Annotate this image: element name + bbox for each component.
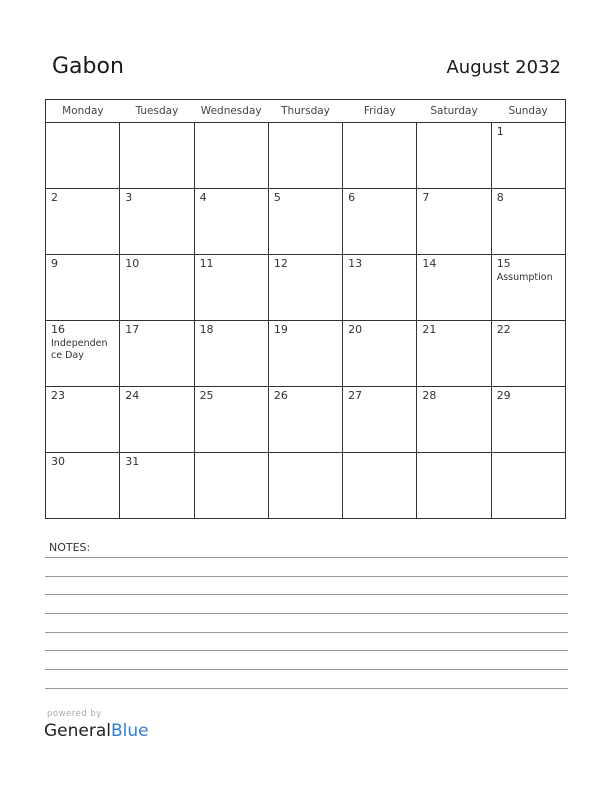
day-cell <box>491 189 565 255</box>
day-cell <box>343 453 417 519</box>
weekday-header: Monday <box>46 100 120 123</box>
day-number: 14 <box>422 257 437 270</box>
day-cell <box>417 453 491 519</box>
brand-blue: Blue <box>111 721 149 741</box>
day-cell <box>120 123 194 189</box>
day-number: 16 <box>51 323 65 336</box>
day-cell <box>343 123 417 189</box>
day-cell <box>46 321 120 387</box>
day-number: 8 <box>496 191 504 204</box>
day-cell <box>343 255 417 321</box>
holiday-label: Assumption <box>496 272 553 283</box>
calendar-grid <box>45 99 566 519</box>
day-number: 19 <box>273 323 288 336</box>
note-line <box>45 688 568 689</box>
day-cell <box>343 189 417 255</box>
brand-general: General <box>44 721 111 741</box>
day-cell <box>491 387 565 453</box>
day-number: 28 <box>422 389 437 402</box>
powered-by-text: powered by <box>47 709 102 719</box>
month-title: August 2032 <box>446 57 561 78</box>
day-cell <box>46 123 120 189</box>
day-cell <box>268 255 342 321</box>
day-number: 23 <box>51 389 65 402</box>
day-number: 22 <box>496 323 511 336</box>
day-cell <box>417 387 491 453</box>
day-cell <box>268 321 342 387</box>
day-cell <box>491 453 565 519</box>
day-number: 11 <box>199 257 214 270</box>
day-number: 10 <box>125 257 140 270</box>
week-row <box>46 321 566 387</box>
day-number: 5 <box>273 191 281 204</box>
weekday-header: Thursday <box>268 100 342 123</box>
day-number: 3 <box>125 191 133 204</box>
day-cell <box>417 189 491 255</box>
week-row <box>46 255 566 321</box>
day-cell <box>491 123 565 189</box>
day-cell <box>417 321 491 387</box>
day-number: 12 <box>273 257 288 270</box>
weekday-header: Saturday <box>417 100 491 123</box>
week-row <box>46 123 566 189</box>
day-cell <box>491 321 565 387</box>
note-line <box>45 632 568 633</box>
day-cell <box>343 321 417 387</box>
note-line <box>45 650 568 651</box>
day-cell <box>46 453 120 519</box>
day-number: 27 <box>348 389 363 402</box>
day-number: 7 <box>422 191 430 204</box>
weekday-header-row <box>46 100 566 123</box>
note-line <box>45 594 568 595</box>
day-number: 15 <box>496 257 511 270</box>
day-cell <box>194 453 268 519</box>
day-number: 26 <box>273 389 288 402</box>
day-number: 20 <box>348 323 363 336</box>
day-number: 2 <box>51 191 58 204</box>
day-cell <box>491 255 565 321</box>
day-cell <box>343 387 417 453</box>
day-cell <box>417 123 491 189</box>
holiday-label: Independen ce Day <box>51 338 108 361</box>
day-number: 31 <box>125 455 140 468</box>
day-cell <box>194 123 268 189</box>
day-cell <box>194 255 268 321</box>
day-number: 1 <box>496 125 504 138</box>
day-number: 13 <box>348 257 363 270</box>
day-number: 4 <box>199 191 207 204</box>
day-number: 17 <box>125 323 140 336</box>
weekday-header: Tuesday <box>120 100 194 123</box>
day-number: 25 <box>199 389 214 402</box>
day-cell <box>268 123 342 189</box>
weekday-header: Sunday <box>491 100 565 123</box>
notes-label: NOTES: <box>49 541 91 554</box>
note-line <box>45 557 568 558</box>
day-number: 24 <box>125 389 140 402</box>
day-cell <box>120 453 194 519</box>
day-cell <box>46 255 120 321</box>
day-cell <box>120 387 194 453</box>
country-title: Gabon <box>52 54 124 79</box>
day-cell <box>120 321 194 387</box>
week-row <box>46 453 566 519</box>
day-cell <box>194 189 268 255</box>
day-number: 21 <box>422 323 437 336</box>
weekday-header: Friday <box>343 100 417 123</box>
day-cell <box>120 189 194 255</box>
day-cell <box>120 255 194 321</box>
day-cell <box>46 189 120 255</box>
weekday-header: Wednesday <box>194 100 268 123</box>
day-cell <box>268 387 342 453</box>
day-cell <box>194 321 268 387</box>
day-cell <box>194 387 268 453</box>
note-line <box>45 669 568 670</box>
week-row <box>46 387 566 453</box>
day-cell <box>268 189 342 255</box>
note-line <box>45 613 568 614</box>
brand-logo <box>44 721 149 741</box>
note-line <box>45 576 568 577</box>
day-number: 29 <box>496 389 511 402</box>
week-row <box>46 189 566 255</box>
day-number: 9 <box>51 257 58 270</box>
day-number: 6 <box>348 191 356 204</box>
day-number: 18 <box>199 323 214 336</box>
day-cell <box>46 387 120 453</box>
day-cell <box>268 453 342 519</box>
day-cell <box>417 255 491 321</box>
day-number: 30 <box>51 455 65 468</box>
